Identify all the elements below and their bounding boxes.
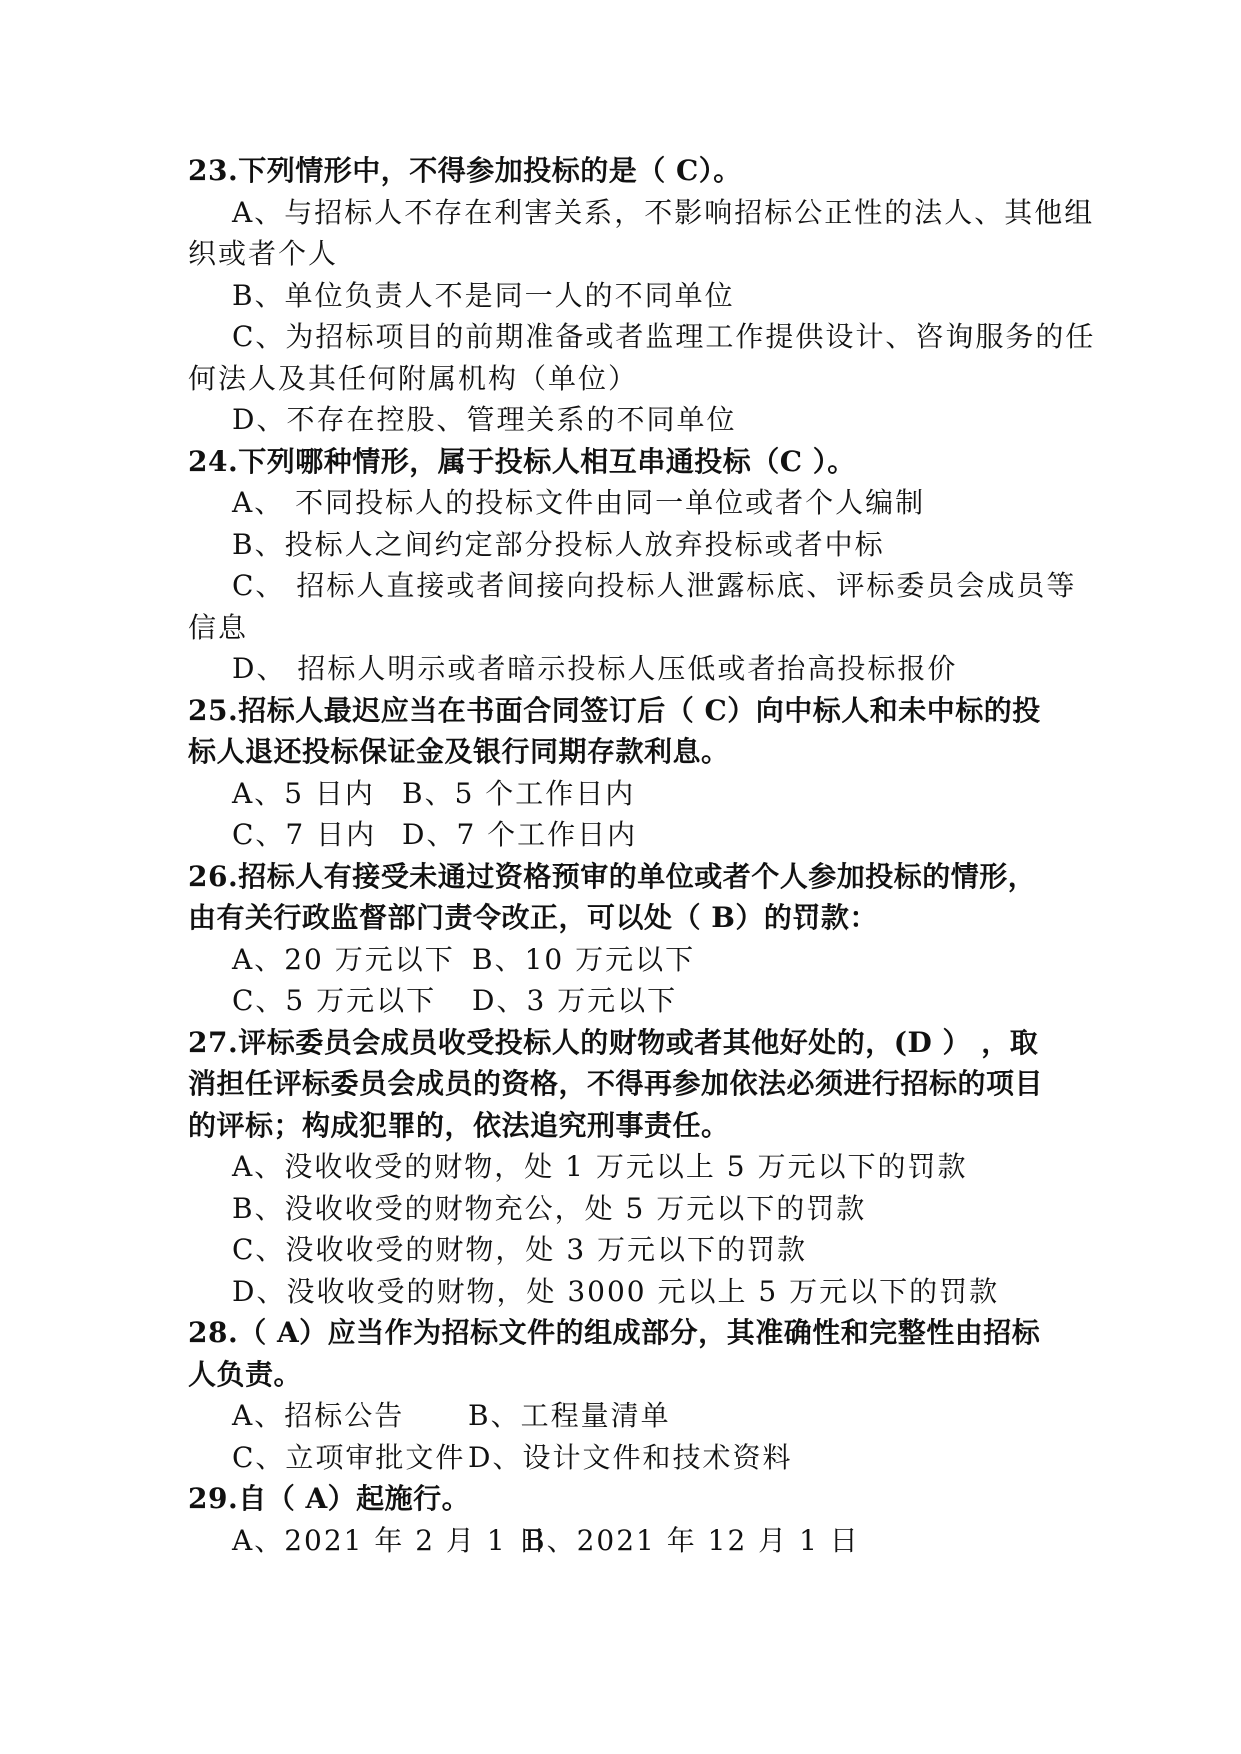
q28-option-b: B、工程量清单 [468, 1399, 671, 1432]
question-27-title-cont-1: 消担任评标委员会成员的资格，不得再参加依法必须进行招标的项目 [188, 1067, 1044, 1100]
q23-option-b: B、单位负责人不是同一人的不同单位 [232, 278, 735, 312]
q26-option-d: D、3 万元以下 [472, 984, 678, 1017]
q24-option-a: A、 不同投标人的投标文件由同一单位或者个人编制 [232, 486, 926, 519]
question-25-title-cont: 标人退还投标保证金及银行同期存款利息。 [188, 735, 730, 768]
q25-options-row-2 [188, 814, 1054, 856]
question-27-title-cont-2: 的评标；构成犯罪的，依法追究刑事责任。 [188, 1108, 730, 1142]
q27-option-a: A、没收收受的财物，处 1 万元以上 5 万元以下的罚款 [232, 1150, 968, 1183]
q27-option-c: C、没收收受的财物，处 3 万元以下的罚款 [232, 1233, 808, 1266]
q29-option-b: B、2021 年 12 月 1 日 [524, 1523, 860, 1557]
question-28-title: 28.（ A）应当作为招标文件的组成部分，其准确性和完整性由招标 [188, 1316, 1041, 1349]
question-28-title-cont: 人负责。 [188, 1357, 303, 1391]
q23-option-a: A、与招标人不存在利害关系，不影响招标公正性的法人、其他组 [232, 195, 1095, 229]
question-29-title: 29.自（ A）起施行。 [188, 1482, 471, 1515]
question-26-title: 26.招标人有接受未通过资格预审的单位或者个人参加投标的情形， [188, 859, 1037, 893]
q23-option-c-cont: 何法人及其任何附属机构（单位） [188, 361, 639, 395]
q28-option-a: A、招标公告 [232, 1399, 405, 1432]
q28-option-c: C、立项审批文件 [232, 1440, 466, 1474]
q29-options-row-1 [188, 1520, 1054, 1562]
q28-option-d: D、设计文件和技术资料 [468, 1440, 793, 1474]
q23-option-d: D、不存在控股、管理关系的不同单位 [232, 403, 737, 436]
q25-option-b: B、5 个工作日内 [402, 776, 636, 810]
q25-option-c: C、7 日内 [232, 818, 377, 851]
q26-option-c: C、5 万元以下 [232, 984, 437, 1017]
q28-options-row-2 [188, 1437, 1054, 1479]
q27-option-b: B、没收收受的财物充公，处 5 万元以下的罚款 [232, 1191, 867, 1225]
q26-options-row-1 [188, 939, 1054, 981]
q28-options-row-1 [188, 1395, 1054, 1437]
q29-option-a: A、2021 年 2 月 1 日 [232, 1523, 548, 1557]
q26-option-b: B、10 万元以下 [472, 942, 696, 976]
q24-option-d: D、 招标人明示或者暗示投标人压低或者抬高投标报价 [232, 652, 958, 685]
document-page [188, 150, 1096, 1561]
q27-option-d: D、没收收受的财物，处 3000 元以上 5 万元以下的罚款 [232, 1274, 1000, 1308]
q23-option-c: C、为招标项目的前期准备或者监理工作提供设计、咨询服务的任 [232, 320, 1096, 353]
question-23-title: 23.下列情形中，不得参加投标的是（ C）。 [188, 154, 742, 187]
q25-option-a: A、5 日内 [232, 776, 375, 810]
question-27-title: 27.评标委员会成员收受投标人的财物或者其他好处的，(D ） ，取 [188, 1025, 1039, 1059]
q25-option-d: D、7 个工作日内 [402, 818, 638, 851]
q26-option-a: A、20 万元以下 [232, 942, 455, 976]
q23-option-a-cont: 织或者个人 [188, 237, 339, 270]
question-24-title: 24.下列哪种情形，属于投标人相互串通投标（C ）。 [188, 444, 856, 478]
question-26-title-cont: 由有关行政监督部门责令改正，可以处（ B）的罚款： [188, 901, 878, 934]
question-25-title: 25.招标人最迟应当在书面合同签订后（ C）向中标人和未中标的投 [188, 693, 1041, 727]
q24-option-c-cont: 信息 [188, 610, 249, 644]
q25-options-row-1 [188, 773, 1054, 815]
q26-options-row-2 [188, 980, 1054, 1022]
q24-option-c: C、 招标人直接或者间接向投标人泄露标底、评标委员会成员等 [232, 569, 1077, 602]
q24-option-b: B、投标人之间约定部分投标人放弃投标或者中标 [232, 527, 885, 561]
